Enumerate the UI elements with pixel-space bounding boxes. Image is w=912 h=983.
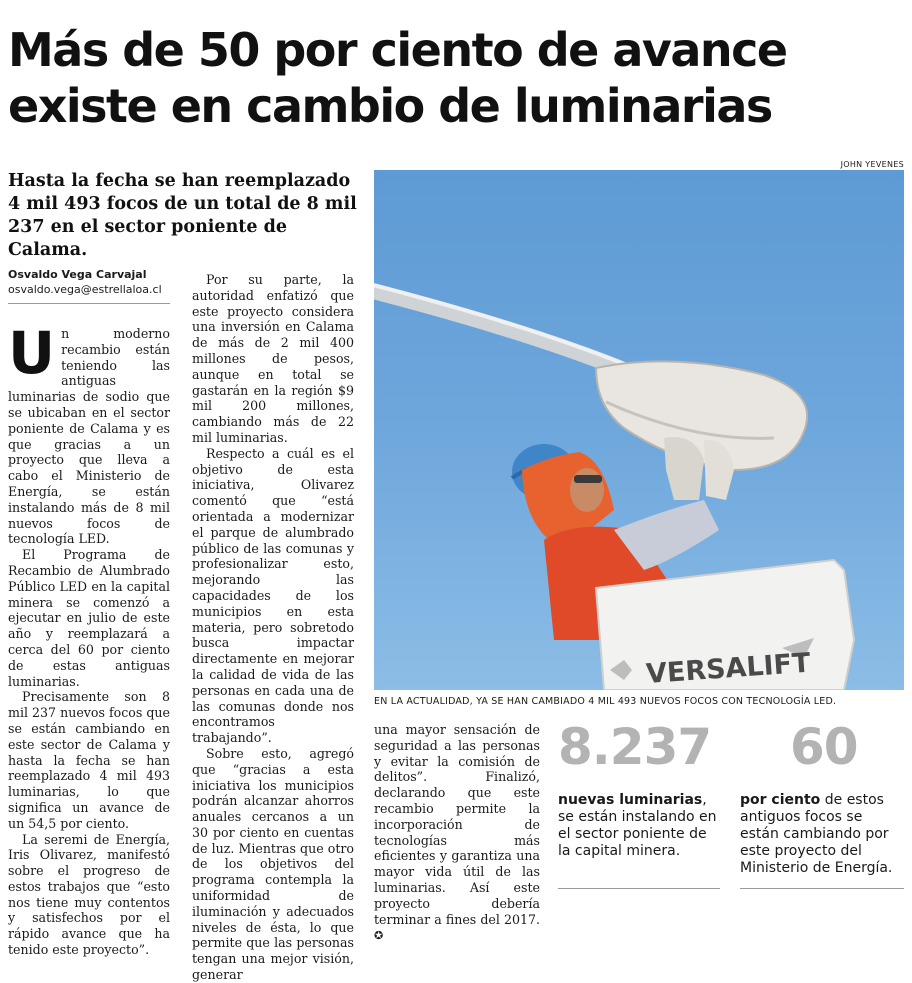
body-paragraph: Un moderno recambio están teniendo las antiguas luminarias de sodio que se ubicaban en el sector poniente de Calama y es que gracias a un proyecto que lleva a cabo el Ministerio de Energía, se están instalando más de 8 mil nuevos focos de tecnología LED. [8, 319, 170, 547]
lamp-arm [374, 290, 624, 370]
byline-email[interactable]: osvaldo.vega@estrellaloa.cl [8, 283, 162, 296]
deck: Hasta la fecha se han reemplazado 4 mil 493 focos de un total de 8 mil 237 en el sector poniente de Calama. [8, 171, 357, 260]
end-mark-icon: ✪ [374, 929, 384, 943]
byline-name: Osvaldo Vega Carvajal [8, 268, 147, 281]
headline-line-1: Más de 50 por ciento de avance [8, 23, 787, 77]
article-photo [374, 170, 904, 690]
stat-rule-1 [558, 888, 720, 889]
body-paragraph: una mayor sensación de seguridad a las personas y evitar la comisión de delitos”. Finalizó, declarando que este recambio permite la incorporación de tecnologías más eficientes y garantiza una mayor vida útil de las luminarias. Así este proyecto debería terminar a fines del 2017. ✪ [374, 722, 540, 943]
body-column-1 [8, 319, 170, 958]
body-column-3 [374, 722, 540, 944]
headline [8, 22, 908, 134]
worker-face [570, 468, 604, 512]
body-paragraph: Respecto a cuál es el objetivo de esta iniciativa, Olivarez comentó que “está orientada a modernizar el parque de alumbrado público de las comunas y profesionalizar esto, mejorando las capacidades de los municipios en esta materia, pero sobretodo busca impactar directamente en mejorar la calidad de vida de las personas en cada una de las comunas donde nos encontramos trabajando”. [192, 445, 354, 746]
stat-text-luminarias: nuevas luminarias, se están instalando en el sector poniente de la capital minera. [558, 792, 717, 859]
stat-number-luminarias: 8.237 [558, 718, 712, 776]
body-paragraph: Por su parte, la autoridad enfatizó que este proyecto considera una inversión en Calama de más de 2 mil 400 millones de pesos, aunque en total se gastarán en la región $9 mil 200 millones, cambiando más de 22 mil luminarias. [192, 272, 354, 445]
drop-cap: U [8, 319, 56, 387]
body-column-2 [192, 272, 354, 983]
byline-rule [8, 303, 170, 304]
bucket-label: VERSALIFT [645, 647, 812, 690]
body-paragraph: Precisamente son 8 mil 237 nuevos focos que se están cambiando en este sector de Calama y hasta la fecha se han reemplazado 4 mil 493 luminarias, lo que significa un avance de un 54,5 por ciento. [8, 689, 170, 831]
body-paragraph: La seremi de Energía, Iris Olivarez, manifestó sobre el progreso de estos trabajos que “esto nos tiene muy contentos y satisfechos por el rápido avance que ha tenido este proyecto”. [8, 831, 170, 958]
photo-caption: EN LA ACTUALIDAD, YA SE HAN CAMBIADO 4 MIL 493 NUEVOS FOCOS CON TECNOLOGÍA LED. [374, 696, 837, 707]
stat-number-percent: 60 [790, 718, 858, 776]
photo-credit: JOHN YEVENES [840, 160, 904, 169]
stat-rule-2 [740, 888, 904, 889]
worker-streetlight-illustration [374, 170, 904, 690]
lamp-head [596, 361, 807, 470]
stat-text-percent: por ciento de estos antiguos focos se están cambiando por este proyecto del Ministerio de Energía. [740, 792, 893, 876]
body-paragraph: Sobre esto, agregó que “gracias a esta iniciativa los municipios podrán alcanzar ahorros anuales cercanos a un 30 por ciento en cuentas de luz. Mientras que otro de los objetivos del programa contempla la uniformidad de iluminación y adecuados niveles de ésta, lo que permite que las personas tengan una mejor visión, generar [192, 745, 354, 983]
headline-line-2: existe en cambio de luminarias [8, 79, 772, 133]
body-paragraph: El Programa de Recambio de Alumbrado Público LED en la capital minera se comenzó a ejecutar en julio de este año y reemplazará a cerca del 60 por ciento de estas antiguas luminarias. [8, 547, 170, 689]
